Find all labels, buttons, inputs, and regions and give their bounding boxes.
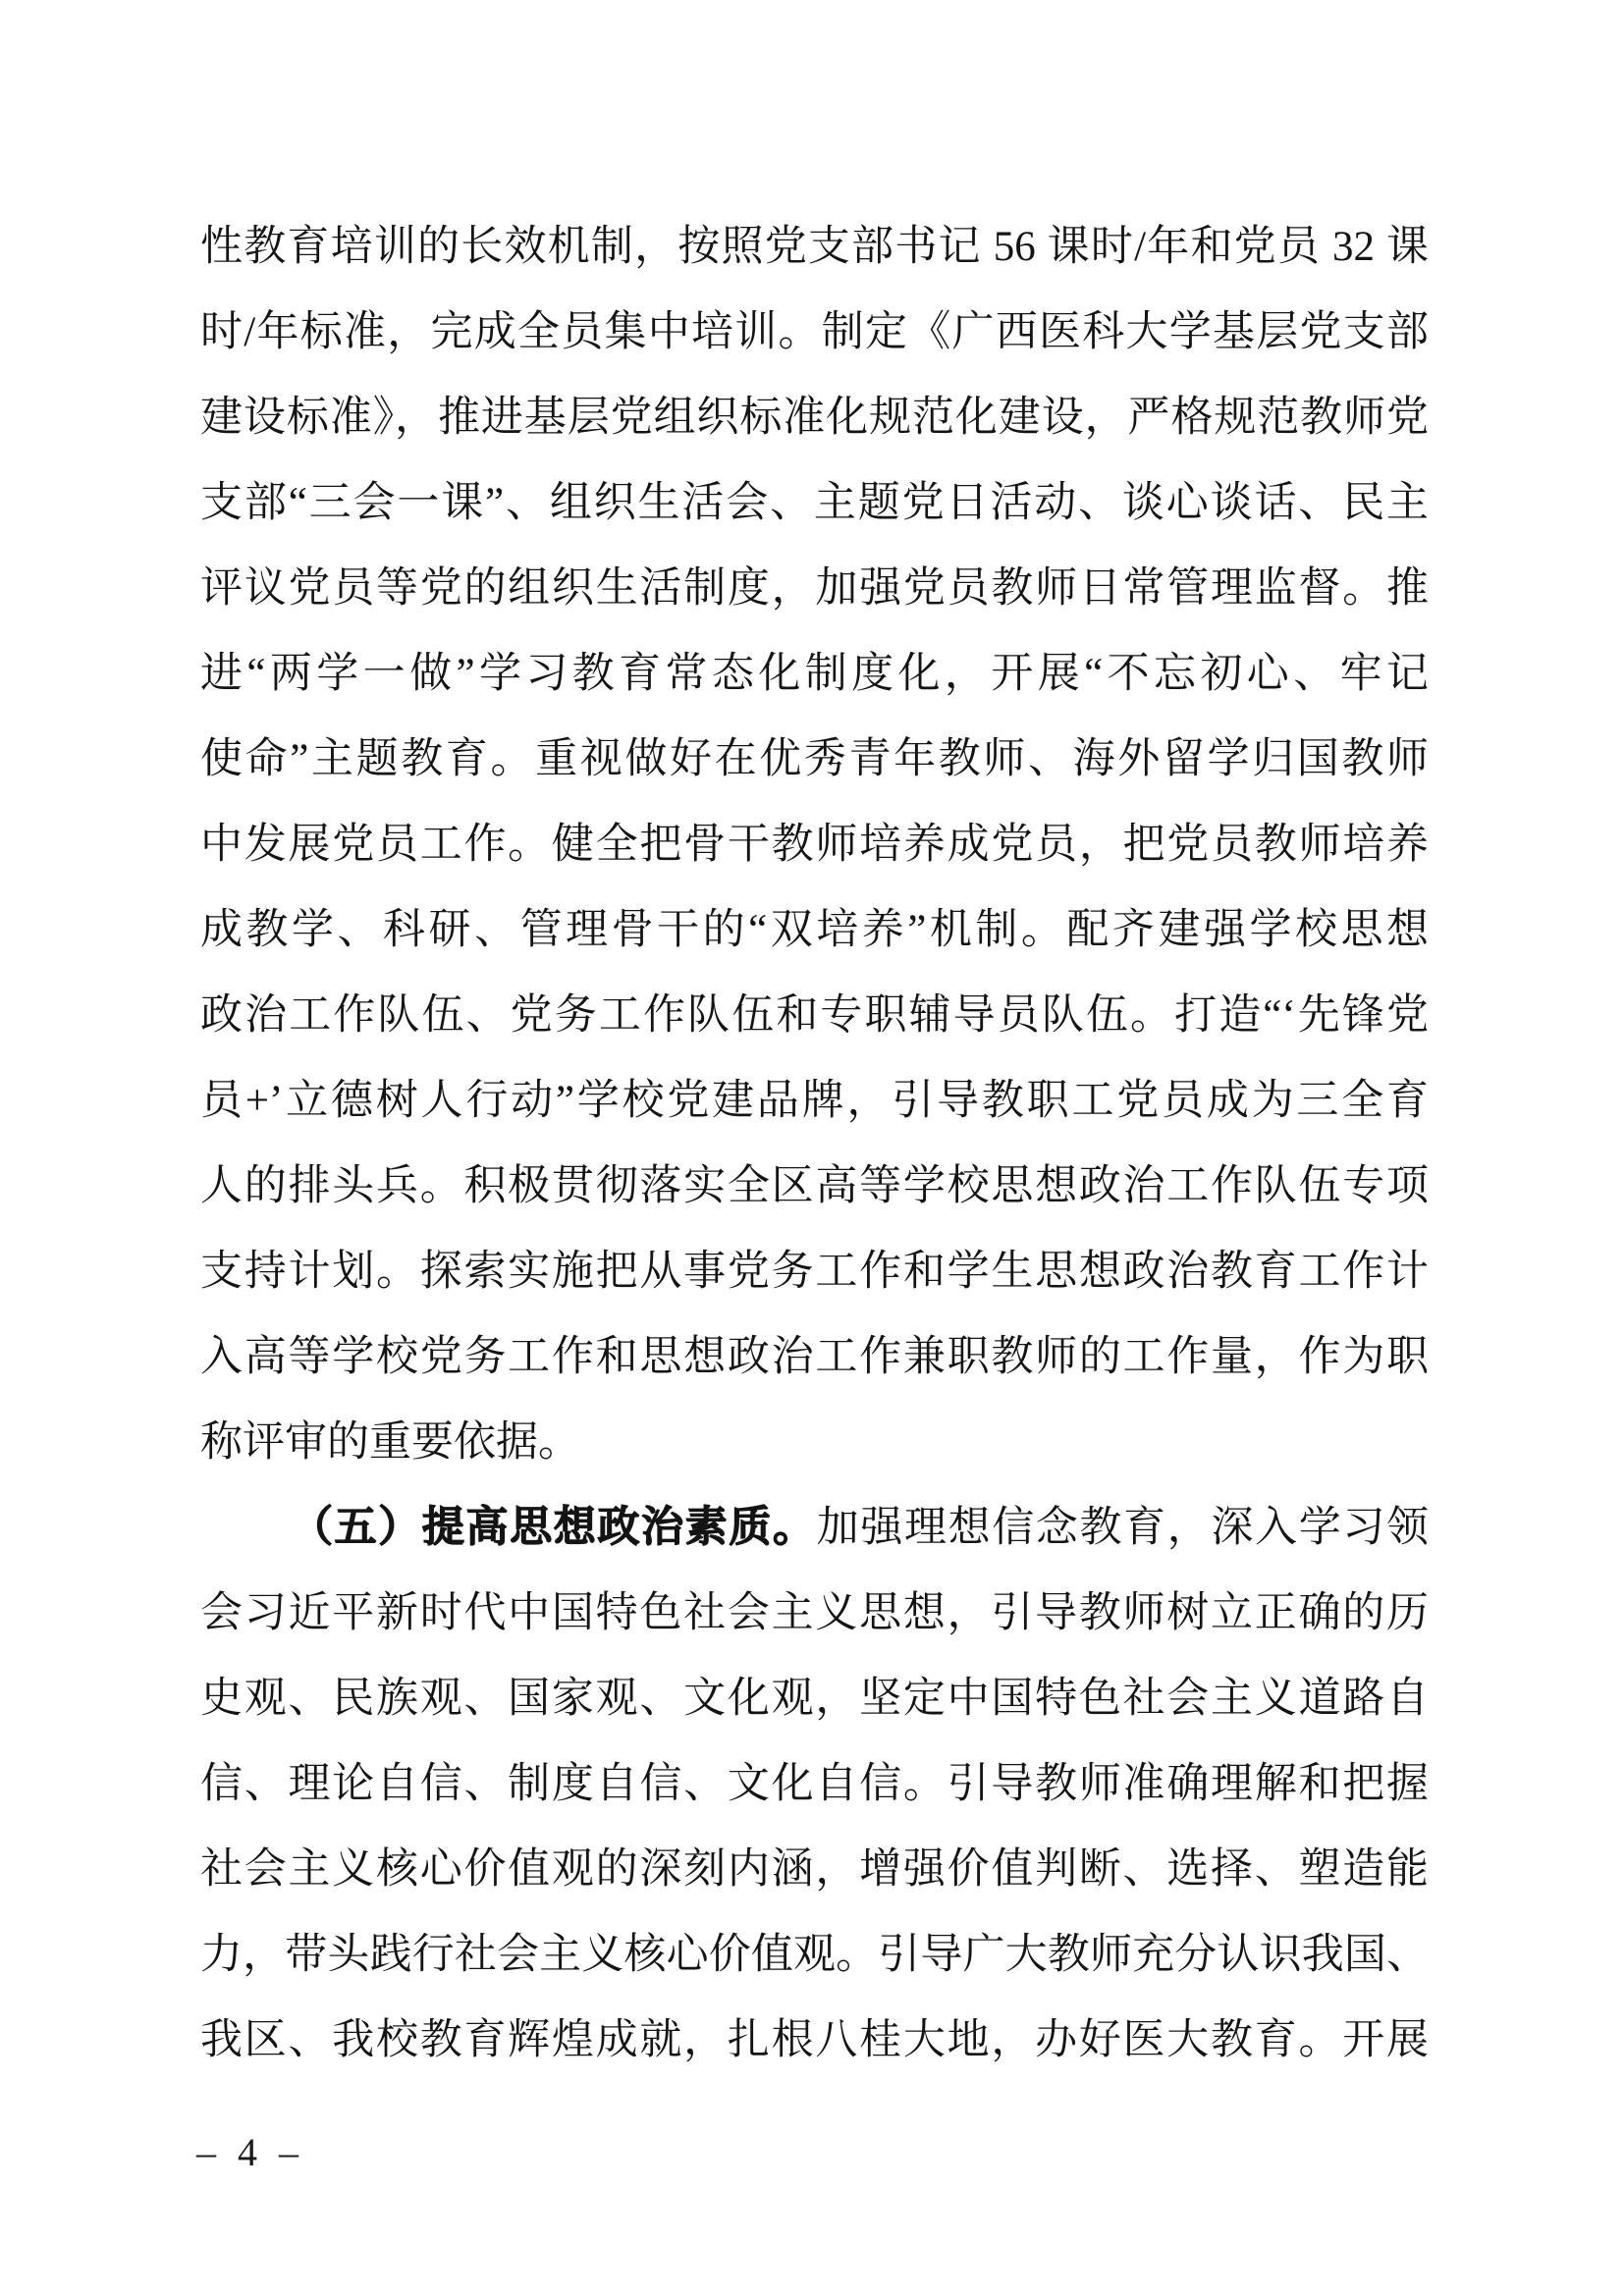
text-run: 中发展党员工作。健全把骨干教师培养成党员，把党员教师培养 xyxy=(200,822,1429,868)
text-run: 成教学、科研、管理骨干的“双培养”机制。配齐建强学校思想 xyxy=(200,907,1429,953)
text-run: 评议党员等党的组织生活制度，加强党员教师日常管理监督。推 xyxy=(200,565,1429,612)
text-run: 支部“三会一课”、组织生活会、主题党日活动、谈心谈话、民主 xyxy=(200,480,1429,526)
text-line xyxy=(200,1827,1429,1912)
text-line xyxy=(200,204,1429,290)
text-run: 使命”主题教育。重视做好在优秀青年教师、海外留学归国教师 xyxy=(200,736,1429,782)
text-line xyxy=(200,1144,1429,1229)
section-heading: （五）提高思想政治素质。 xyxy=(291,1505,817,1551)
text-line xyxy=(200,546,1429,631)
text-run: 史观、民族观、国家观、文化观，坚定中国特色社会主义道路自 xyxy=(200,1676,1429,1722)
text-run: 社会主义核心价值观的深刻内涵，增强价值判断、选择、塑造能 xyxy=(200,1846,1429,1893)
text-run: 入高等学校党务工作和思想政治工作兼职教师的工作量，作为职 xyxy=(200,1334,1429,1380)
text-run: 人的排头兵。积极贯彻落实全区高等学校思想政治工作队伍专项 xyxy=(200,1163,1429,1209)
text-line xyxy=(200,1400,1429,1485)
text-line xyxy=(200,973,1429,1058)
text-line xyxy=(200,1912,1429,1998)
text-run: 员+’立德树人行动”学校党建品牌，引导教职工党员成为三全育 xyxy=(200,1078,1429,1124)
text-run: 我区、我校教育辉煌成就，扎根八桂大地，办好医大教育。开展 xyxy=(200,2017,1429,2063)
text-line xyxy=(200,717,1429,802)
text-line xyxy=(200,887,1429,973)
text-run: 支持计划。探索实施把从事党务工作和学生思想政治教育工作计 xyxy=(200,1249,1429,1295)
body-text xyxy=(200,204,1429,2083)
page-number: – 4 – xyxy=(196,2130,304,2174)
text-run: 称评审的重要依据。 xyxy=(200,1419,580,1466)
text-run: 建设标准》，推进基层党组织标准化规范化建设，严格规范教师党 xyxy=(200,395,1429,441)
text-run: 会习近平新时代中国特色社会主义思想，引导教师树立正确的历 xyxy=(200,1590,1429,1636)
text-line xyxy=(200,1571,1429,1656)
text-line xyxy=(200,460,1429,546)
text-run: 加强理想信念教育，深入学习领 xyxy=(816,1505,1430,1551)
text-line xyxy=(200,375,1429,460)
text-line xyxy=(200,802,1429,887)
text-line xyxy=(200,1314,1429,1400)
text-line xyxy=(200,1998,1429,2083)
text-line xyxy=(200,631,1429,717)
text-run: 进“两学一做”学习教育常态化制度化，开展“不忘初心、牢记 xyxy=(200,651,1429,697)
text-line xyxy=(200,1741,1429,1827)
text-line xyxy=(200,1229,1429,1314)
text-run: 性教育培训的长效机制，按照党支部书记 56 课时/年和党员 32 课 xyxy=(200,224,1429,270)
text-run: 政治工作队伍、党务工作队伍和专职辅导员队伍。打造“‘先锋党 xyxy=(200,992,1429,1039)
text-line xyxy=(200,290,1429,375)
text-line xyxy=(200,1058,1429,1144)
text-run: 时/年标准，完成全员集中培训。制定《广西医科大学基层党支部 xyxy=(200,309,1429,355)
text-line xyxy=(200,1656,1429,1741)
text-run: 信、理论自信、制度自信、文化自信。引导教师准确理解和把握 xyxy=(200,1761,1429,1807)
text-line xyxy=(200,1485,1429,1571)
text-run: 力，带头践行社会主义核心价值观。引导广大教师充分认识我国、 xyxy=(200,1932,1429,1978)
